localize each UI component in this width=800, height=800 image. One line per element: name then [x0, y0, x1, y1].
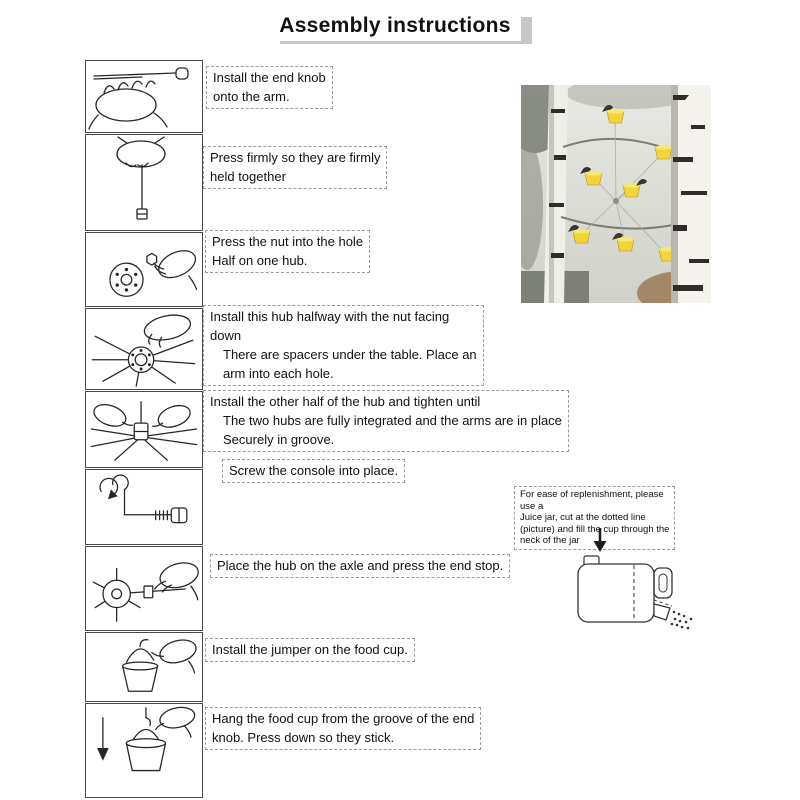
- juice-jar-diagram: [574, 550, 696, 632]
- step-text-line: down: [210, 328, 242, 343]
- hub-with-arms-drawing: [86, 309, 202, 389]
- jar-body: [578, 564, 654, 622]
- step-text-line: The two hubs are fully integrated and the arms are in place: [223, 413, 562, 428]
- step-text-line: Half on one hub.: [212, 253, 308, 268]
- step-text-line: held together: [210, 169, 286, 184]
- step-text-line: Install the other half of the hub and tighten until: [210, 394, 481, 409]
- nut-into-hub-drawing: [86, 233, 202, 306]
- step-text-line: There are spacers under the table. Place an: [223, 347, 477, 362]
- jar-handle: [654, 568, 672, 598]
- end-stop: [144, 586, 153, 598]
- page-title: Assembly instructions: [269, 11, 521, 41]
- pour-dots: [671, 611, 693, 630]
- hand: [155, 245, 200, 283]
- step-3-text: [205, 230, 370, 273]
- tighten-hub-drawing: [86, 392, 202, 467]
- step-6-illustration: [85, 469, 203, 545]
- nut: [147, 253, 157, 265]
- hand: [157, 559, 201, 592]
- step-7-illustration: [85, 546, 203, 631]
- step-text-line: knob. Press down so they stick.: [212, 730, 395, 745]
- step-1-illustration: [85, 60, 203, 133]
- end-knob: [176, 68, 188, 79]
- note-line: use a: [520, 500, 544, 512]
- step-text-line: Install the end knob: [213, 70, 326, 85]
- step-text-line: Press firmly so they are firmly: [210, 150, 381, 165]
- note-line: Juice jar, cut at the dotted line: [520, 512, 646, 523]
- step-text-line: Securely in groove.: [223, 432, 335, 447]
- hand: [155, 402, 193, 432]
- jumper-on-cup-drawing: [86, 633, 202, 701]
- note-line: neck of the jar: [520, 535, 580, 546]
- hang-cup-drawing: [86, 704, 202, 797]
- step-4-text: [203, 305, 484, 386]
- step-2-illustration: [85, 134, 203, 231]
- hand: [91, 401, 129, 431]
- step-8-text: [205, 638, 415, 662]
- hand: [158, 704, 197, 730]
- step-3-illustration: [85, 232, 203, 307]
- step-text-line: Install the jumper on the food cup.: [212, 642, 408, 657]
- product-photo: [521, 85, 711, 303]
- step-8-illustration: [85, 632, 203, 702]
- step-text-line: Screw the console into place.: [229, 463, 399, 478]
- step-5-illustration: [85, 391, 203, 468]
- jar-spout: [654, 604, 670, 620]
- step-text-line: Install this hub halfway with the nut facing: [210, 309, 450, 324]
- step-5-text: [203, 390, 569, 452]
- step-9-text: [205, 707, 481, 750]
- step-text-line: Hang the food cup from the groove of the end: [212, 711, 475, 726]
- step-7-text: [210, 554, 510, 578]
- step-text-line: Press the nut into the hole: [212, 234, 364, 249]
- juice-jar-drawing: [574, 550, 696, 632]
- hand: [157, 636, 198, 666]
- step-2-text: [203, 146, 387, 189]
- step-text-line: Place the hub on the axle and press the end stop.: [217, 558, 504, 573]
- hand: [117, 141, 165, 167]
- step-9-illustration: [85, 703, 203, 798]
- jumper-wire: [127, 649, 154, 662]
- knob-on-arm-drawing: [86, 61, 202, 132]
- step-text-line: onto the arm.: [213, 89, 290, 104]
- step-1-text: [206, 66, 333, 109]
- step-4-illustration: [85, 308, 203, 390]
- hand: [96, 89, 156, 121]
- hub: [103, 580, 130, 607]
- hub-on-axle-drawing: [86, 547, 202, 630]
- console-drawing: [86, 470, 202, 544]
- note-line: For ease of replenishment, please: [520, 489, 664, 500]
- note-line: (picture) and fill the cup through the: [520, 523, 670, 535]
- step-6-text: [222, 459, 405, 483]
- assembled-feeder-on-birch-photo: [521, 85, 711, 303]
- press-rod-drawing: [86, 135, 202, 230]
- step-text-line: arm into each hole.: [223, 366, 334, 381]
